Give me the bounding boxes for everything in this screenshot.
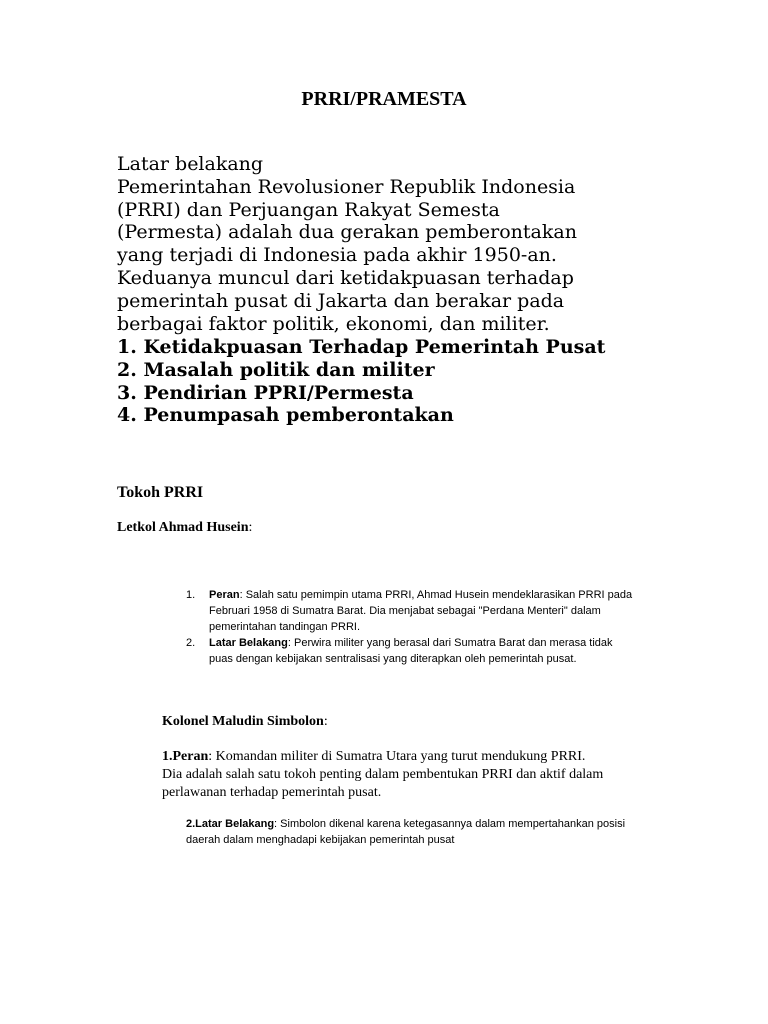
item-text: : Komandan militer di Sumatra Utara yang turut mendukung PRRI. <box>208 749 586 764</box>
background-line: berbagai faktor politik, ekonomi, dan militer. <box>117 312 550 335</box>
key-points-list <box>117 336 605 427</box>
page-title: PRRI/PRAMESTA <box>301 88 467 110</box>
item-text: : Simbolon dikenal karena ketegasannya dalam mempertahankan posisi <box>274 818 626 830</box>
background-line: (PRRI) dan Perjuangan Rakyat Semesta <box>117 198 500 221</box>
item-text: perlawanan terhadap pemerintah pusat. <box>162 785 382 800</box>
background-line: yang terjadi di Indonesia pada akhir 1950-an. <box>117 244 557 267</box>
background-line: Pemerintahan Revolusioner Republik Indonesia <box>117 175 576 198</box>
item-text: pemerintahan tandingan PRRI. <box>209 621 361 633</box>
simbolon-peran-item <box>162 748 603 802</box>
simbolon-latar-item <box>186 816 625 848</box>
background-line: pemerintah pusat di Jakarta dan berakar pada <box>117 289 565 312</box>
item-label: 1.Peran <box>162 749 209 764</box>
simbolon-name: Kolonel Maludin Simbolon <box>162 714 324 729</box>
husein-colon: : <box>248 520 253 535</box>
item-text: Februari 1958 di Sumatra Barat. Dia menjabat sebagai "Perdana Menteri" dalam <box>209 605 601 617</box>
husein-peran-item <box>209 587 632 635</box>
item-label: Latar Belakang <box>209 637 288 649</box>
item-text: daerah dalam menghadapi kebijakan pemerintah pusat <box>186 834 455 846</box>
item-text: puas dengan kebijakan sentralisasi yang diterapkan oleh pemerintah pusat. <box>209 653 577 665</box>
key-point: 3. Pendirian PPRI/Permesta <box>117 381 414 404</box>
list-number: 2. <box>186 637 196 649</box>
key-point: 4. Penumpasah pemberontakan <box>117 404 454 427</box>
tokoh-heading: Tokoh PRRI <box>117 484 204 501</box>
background-line: (Permesta) adalah dua gerakan pemberontakan <box>117 221 577 244</box>
husein-name: Letkol Ahmad Husein <box>117 520 249 535</box>
item-label: 2.Latar Belakang <box>186 818 275 830</box>
key-point: 2. Masalah politik dan militer <box>117 358 435 381</box>
list-number: 1. <box>186 589 196 601</box>
simbolon-heading <box>162 714 328 730</box>
background-line: Keduanya muncul dari ketidakpuasan terhadap <box>117 266 574 289</box>
husein-heading <box>117 520 252 536</box>
item-text: : Salah satu pemimpin utama PRRI, Ahmad Husein mendeklarasikan PRRI pada <box>239 589 633 601</box>
husein-latar-item <box>209 635 613 667</box>
item-text: : Perwira militer yang berasal dari Sumatra Barat dan merasa tidak <box>287 637 613 649</box>
background-section <box>117 153 577 335</box>
simbolon-colon: : <box>323 714 328 729</box>
item-label: Peran <box>209 589 240 601</box>
key-point: 1. Ketidakpuasan Terhadap Pemerintah Pusat <box>117 336 606 358</box>
background-heading: Latar belakang <box>117 153 264 175</box>
item-text: Dia adalah salah satu tokoh penting dalam pembentukan PRRI dan aktif dalam <box>162 767 604 782</box>
